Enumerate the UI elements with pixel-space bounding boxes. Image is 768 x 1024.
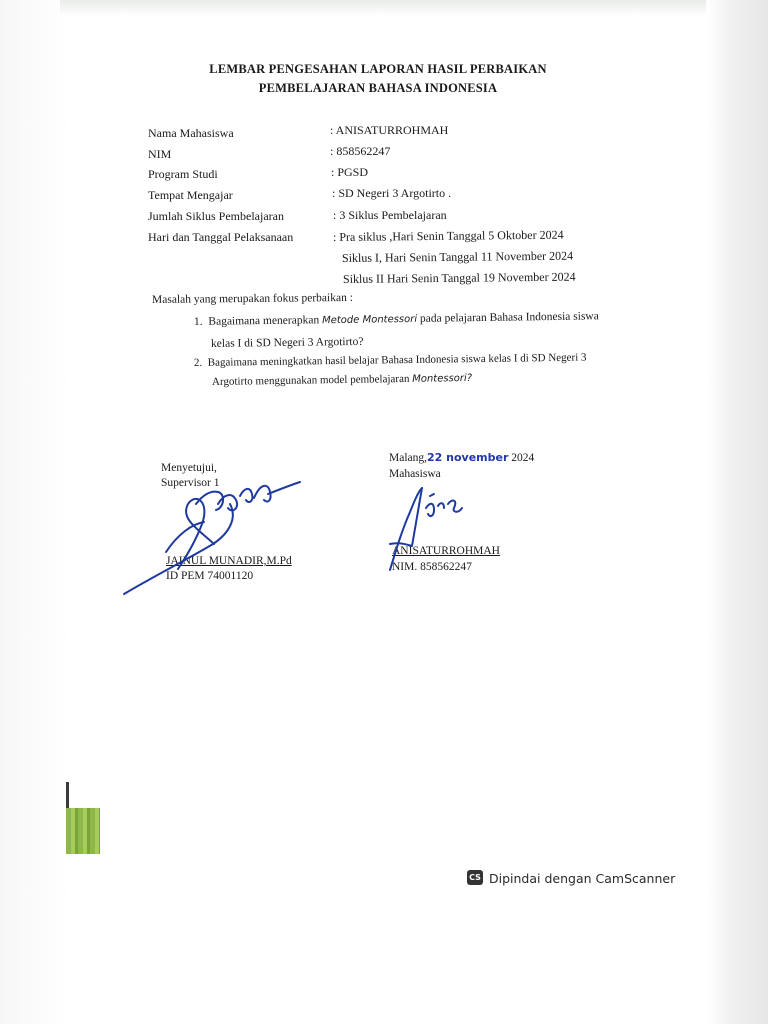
problem-2-line2	[212, 372, 472, 388]
field-label-jumlah-siklus: Jumlah Siklus Pembelajaran	[148, 209, 284, 223]
field-value-hari-tanggal: : Pra siklus ,Hari Senin Tanggal 5 Oktober 2024	[332, 227, 564, 244]
field-label-prodi: Program Studi	[148, 167, 218, 181]
problem-item-2	[194, 352, 587, 369]
field-value-prodi: : PGSD	[331, 165, 369, 179]
page-right-edge	[706, 0, 768, 1024]
green-cloth-strip	[66, 808, 100, 854]
problem-number-1: 1.	[193, 315, 203, 328]
field-label-nama: Nama Mahasiswa	[148, 126, 234, 140]
field-label-nim: NIM	[148, 147, 172, 161]
student-signature-image	[382, 482, 472, 574]
document-title-line1: LEMBAR PENGESAHAN LAPORAN HASIL PERBAIKAN	[209, 62, 547, 76]
problem-heading: Masalah yang merupakan fokus perbaikan :	[151, 291, 353, 306]
camscanner-watermark: Dipindai dengan CamScanner	[489, 871, 676, 886]
siklus-2-date: Siklus II Hari Senin Tanggal 19 November 2024	[342, 269, 576, 286]
problem-2-text-a: Argotirto menggunakan model pembelajaran	[211, 372, 413, 388]
page-left-edge	[0, 0, 70, 1024]
handwritten-date: 22 november	[427, 451, 509, 464]
problem-number-2: 2.	[193, 356, 203, 369]
field-label-hari-tanggal: Hari dan Tanggal Pelaksanaan	[148, 230, 294, 244]
field-label-tempat: Tempat Mengajar	[148, 188, 233, 202]
date-line	[389, 451, 534, 464]
problem-1-italic: Metode Montessori	[321, 313, 418, 327]
student-name: ANISATURROHMAH	[392, 545, 500, 557]
problem-item-1	[194, 310, 599, 328]
student-role: Mahasiswa	[389, 468, 441, 480]
date-year: 2024	[511, 452, 535, 464]
approval-text: Menyetujui,	[161, 462, 217, 474]
document-title-line2: PEMBELAJARAN BAHASA INDONESIA	[258, 81, 498, 95]
supervisor-role: Supervisor 1	[161, 477, 220, 489]
problem-1-line2: kelas I di SD Negeri 3 Argotirto?	[210, 335, 364, 350]
place-text: Malang,	[389, 452, 428, 464]
supervisor-name: JAINUL MUNADIR,M.Pd	[166, 555, 292, 567]
page-top-edge	[60, 0, 720, 16]
problem-2-line1: Bagaimana meningkatkan hasil belajar Bahasa Indonesia siswa kelas I di SD Negeri 3	[207, 351, 587, 369]
problem-1-text-a: Bagaimana menerapkan	[208, 314, 323, 328]
supervisor-signature-image	[118, 474, 308, 599]
field-value-nama: : ANISATURROHMAH	[330, 123, 449, 137]
student-id: NIM. 858562247	[392, 561, 472, 573]
camscanner-logo-icon: CS	[467, 870, 483, 885]
field-value-nim: : 858562247	[330, 144, 391, 158]
supervisor-id: ID PEM 74001120	[166, 570, 254, 582]
problem-1-text-b: pada pelajaran Bahasa Indonesia siswa	[417, 310, 599, 325]
field-value-jumlah-siklus: : 3 Siklus Pembelajaran	[333, 208, 447, 222]
field-value-tempat: : SD Negeri 3 Argotirto .	[332, 186, 452, 200]
problem-2-italic: Montessori?	[412, 372, 473, 385]
siklus-1-date: Siklus I, Hari Senin Tanggal 11 November 2024	[341, 248, 574, 265]
